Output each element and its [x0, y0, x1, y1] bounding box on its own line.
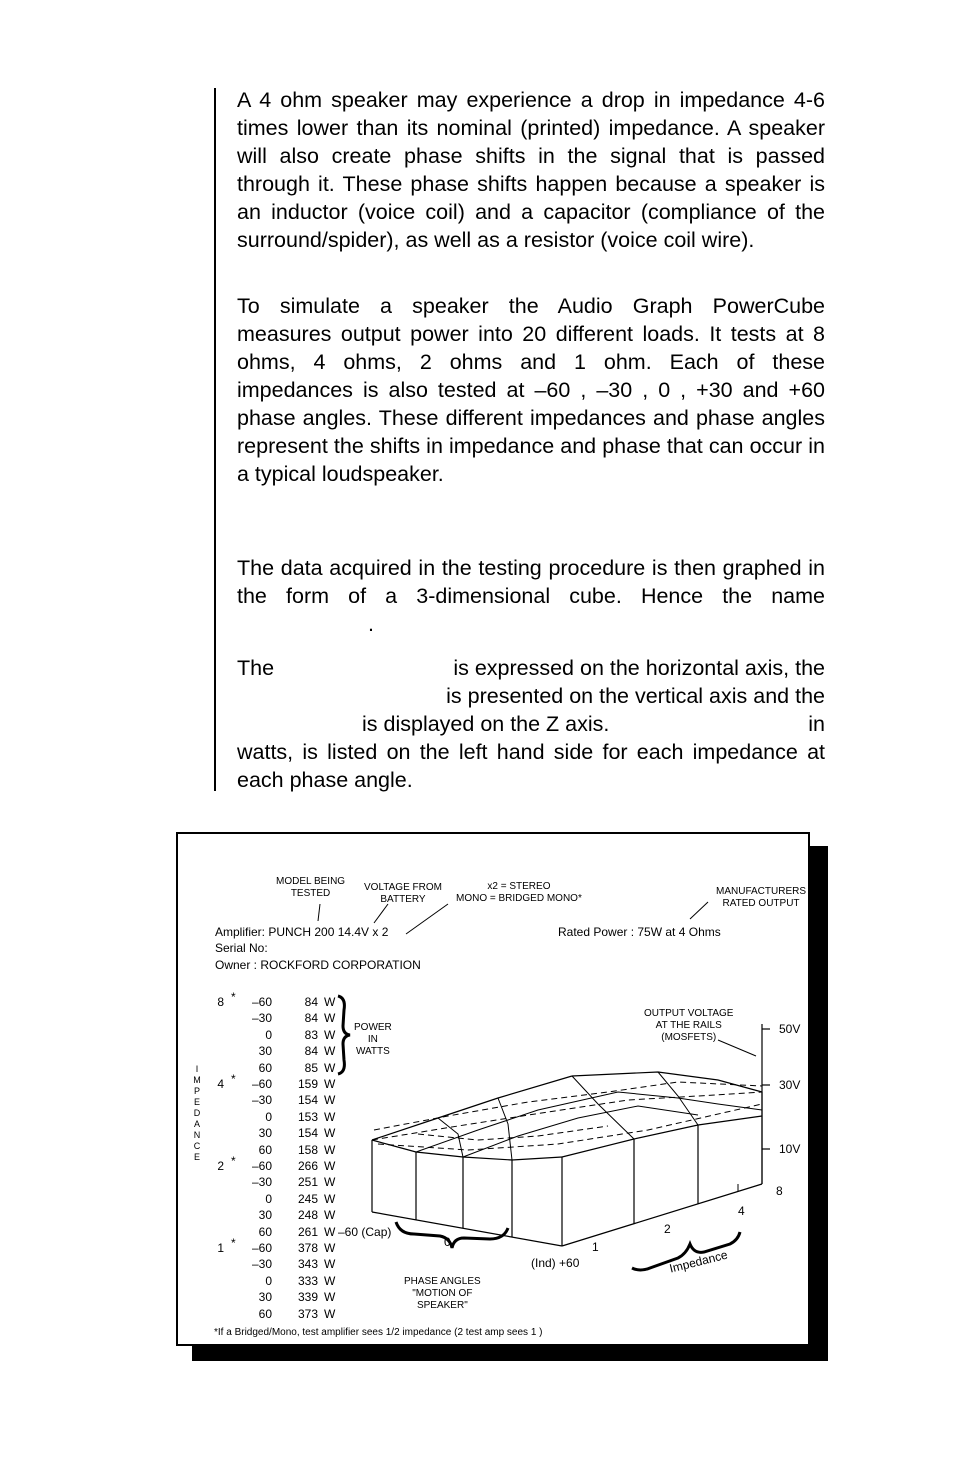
row-unit: W [324, 1306, 336, 1321]
row-power: 83 [304, 1027, 318, 1042]
row-imp: 2 [217, 1159, 224, 1173]
power-row [214, 1072, 344, 1092]
power-row [214, 1306, 344, 1322]
row-unit: W [324, 1191, 336, 1206]
row-power: 266 [297, 1159, 318, 1173]
x-label-cap: –60 (Cap) [338, 1225, 392, 1239]
stereo-leader [406, 904, 448, 934]
power-row [214, 1027, 344, 1043]
rated-callout: MANUFACTURERS RATED OUTPUT [716, 886, 807, 909]
row-unit: W [324, 1142, 336, 1157]
volt-tick-10: 10V [779, 1142, 801, 1156]
row-power: 85 [304, 1060, 318, 1075]
power-row [214, 1092, 344, 1108]
row-star: * [231, 1072, 236, 1086]
z-tick-2: 2 [664, 1222, 671, 1236]
row-phase: 0 [265, 1027, 272, 1042]
phase-callout: PHASE ANGLES "MOTION OF SPEAKER" [404, 1276, 481, 1311]
impedance-axis-label: Impedance [668, 1247, 729, 1276]
volt-tick-50: 50V [779, 1022, 801, 1036]
row-phase: 30 [258, 1126, 272, 1141]
rails-callout: OUTPUT VOLTAGE AT THE RAILS (MOSFETS) [644, 1008, 734, 1043]
power-row [214, 1273, 344, 1289]
row-power: 339 [297, 1290, 318, 1305]
row-phase: 30 [258, 1208, 272, 1223]
paragraph-3: The data acquired in the testing procedure is then graphed in the form of a 3-dimensional cube. Hence the name [237, 556, 825, 608]
volt-tick-30: 30V [779, 1078, 801, 1092]
p4-line1: is expressed on the horizontal axis, the [453, 656, 825, 680]
power-row [214, 1109, 344, 1125]
power-callout: POWER IN WATTS [354, 1022, 392, 1057]
row-unit: W [324, 1159, 336, 1173]
power-row [214, 990, 344, 1010]
row-power: 84 [304, 1011, 318, 1026]
model-leader [318, 904, 320, 921]
row-unit: W [324, 1224, 336, 1239]
z-tick-8: 8 [776, 1184, 783, 1198]
row-phase: 60 [258, 1224, 272, 1239]
row-unit: W [324, 1241, 336, 1255]
row-unit: W [324, 1109, 336, 1124]
row-imp: 8 [217, 995, 224, 1009]
row-power: 251 [297, 1175, 318, 1190]
row-power: 159 [297, 1077, 318, 1091]
rated-leader [690, 902, 708, 919]
power-row [214, 1125, 344, 1141]
row-power: 245 [297, 1191, 318, 1206]
voltage-callout: VOLTAGE FROM BATTERY [364, 882, 442, 905]
row-unit: W [324, 1077, 336, 1091]
paragraph-3-period: . [368, 612, 374, 636]
row-power: 248 [297, 1208, 318, 1223]
row-phase: 0 [265, 1191, 272, 1206]
row-unit: W [324, 1093, 336, 1108]
power-row [214, 1236, 344, 1256]
p4-in: in [808, 712, 825, 736]
row-unit: W [324, 995, 336, 1009]
serial-line: Serial No: [215, 941, 268, 955]
row-unit: W [324, 1290, 336, 1305]
row-star: * [231, 1236, 236, 1250]
row-power: 154 [297, 1093, 318, 1108]
paragraph-2: To simulate a speaker the Audio Graph PowerCube measures output power into 20 different loads. It tests at 8 ohms, 4 ohms, 2 ohms and 1 ohm. Each of these impedances is also tested at –60 , –30 , 0 , +30 and +60 phase angles. These different impedances and phase angles represent the shifts in impedance and phase that can occur in a typical loudspeaker. [237, 294, 825, 486]
row-power: 154 [297, 1126, 318, 1141]
row-power: 261 [297, 1224, 318, 1239]
p4-line4: watts, is listed on the left hand side for each impedance at each phase angle. [237, 740, 825, 792]
x-label-ind: (Ind) +60 [531, 1256, 580, 1270]
row-unit: W [324, 1273, 336, 1288]
row-phase: –30 [251, 1011, 272, 1026]
row-unit: W [324, 1208, 336, 1223]
side-base-edge [562, 1184, 762, 1246]
row-unit: W [324, 1175, 336, 1190]
owner-line: Owner : ROCKFORD CORPORATION [215, 958, 421, 972]
row-unit: W [324, 1060, 336, 1075]
row-phase: 30 [258, 1290, 272, 1305]
row-unit: W [324, 1011, 336, 1026]
row-phase: –30 [251, 1093, 272, 1108]
row-star: * [231, 990, 236, 1004]
row-unit: W [324, 1257, 336, 1272]
change-bar [214, 88, 216, 791]
impedance-vertical-label: I M P E D A N C E [193, 1064, 201, 1162]
footnote: *If a Bridged/Mono, test amplifier sees 1/2 impedance (2 test amp sees 1 ) [214, 1327, 543, 1338]
row-phase: 0 [265, 1109, 272, 1124]
power-row [214, 1043, 344, 1059]
power-row [214, 1289, 344, 1305]
paragraph-1: A 4 ohm speaker may experience a drop in impedance 4-6 times lower than its nominal (printed) impedance. A speaker will also create phase shifts in the signal that is passed through it. These phase shifts happen because a speaker is an inductor (voice coil) and a capacitor (compliance of the surround/spider), as well as a resistor (voice coil wire). [237, 88, 825, 252]
power-row [214, 1174, 344, 1190]
rated-power: Rated Power : 75W at 4 Ohms [558, 925, 721, 939]
row-phase: 60 [258, 1060, 272, 1075]
row-power: 343 [297, 1257, 318, 1272]
p4-line3: is displayed on the Z axis. [362, 712, 610, 736]
row-power: 373 [297, 1306, 318, 1321]
power-row [214, 1207, 344, 1223]
row-imp: 1 [217, 1241, 224, 1255]
row-power: 158 [297, 1142, 318, 1157]
voltage-leader [374, 904, 388, 923]
row-power: 333 [297, 1273, 318, 1288]
row-phase: 0 [265, 1273, 272, 1288]
row-phase: –60 [251, 1077, 272, 1091]
row-phase: –30 [251, 1175, 272, 1190]
row-unit: W [324, 1044, 336, 1059]
power-row [214, 1154, 344, 1174]
row-power: 84 [304, 995, 318, 1009]
row-phase: 60 [258, 1142, 272, 1157]
p4-line2: is presented on the vertical axis and the [446, 684, 825, 708]
stereo-callout: x2 = STEREO MONO = BRIDGED MONO* [456, 881, 582, 904]
row-power: 153 [297, 1109, 318, 1124]
row-star: * [231, 1154, 236, 1168]
z-tick-1: 1 [592, 1240, 599, 1254]
row-phase: –60 [251, 995, 272, 1009]
x-label-zero: 0 [444, 1235, 451, 1249]
power-row [214, 1191, 344, 1207]
row-imp: 4 [217, 1077, 224, 1091]
power-row [214, 1010, 344, 1026]
row-phase: –60 [251, 1241, 272, 1255]
model-callout: MODEL BEING TESTED [276, 876, 346, 899]
row-unit: W [324, 1126, 336, 1141]
row-power: 378 [297, 1241, 318, 1255]
row-phase: 30 [258, 1044, 272, 1059]
row-phase: –60 [251, 1159, 272, 1173]
row-phase: –30 [251, 1257, 272, 1272]
row-unit: W [324, 1027, 336, 1042]
row-power: 84 [304, 1044, 318, 1059]
p4-the: The [237, 656, 275, 680]
z-tick-4: 4 [738, 1204, 745, 1218]
power-row [214, 1256, 344, 1272]
powercube-figure [176, 832, 810, 1346]
amplifier-line: Amplifier: PUNCH 200 14.4V x 2 [215, 925, 389, 939]
row-phase: 60 [258, 1306, 272, 1321]
